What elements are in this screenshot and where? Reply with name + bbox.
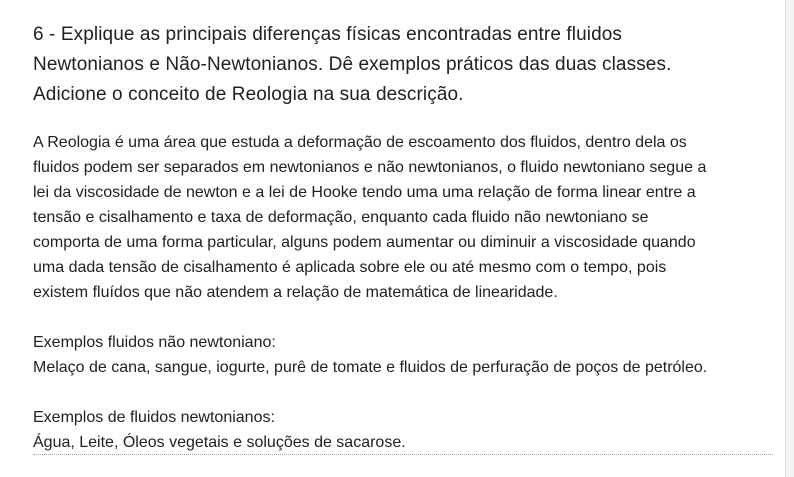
answer-line: A Reologia é uma área que estuda a deformação de escoamento dos fluidos, dentro dela os: [33, 134, 687, 151]
question-line: 6 - Explique as principais diferenças físicas encontradas entre fluidos: [33, 24, 623, 45]
answer-line: Água, Leite, Óleos vegetais e soluções de sacarose.: [33, 434, 406, 451]
answer-line: Exemplos de fluidos newtonianos:: [33, 409, 275, 426]
question-line: Adicione o conceito de Reologia na sua descrição.: [33, 84, 464, 105]
answer-line: Exemplos fluidos não newtoniano:: [33, 334, 276, 351]
answer-blank-line: [33, 305, 773, 330]
answer-line: lei da viscosidade de newton e a lei de Hooke tendo uma uma relação de forma linear entre a: [33, 184, 696, 201]
question-title: [33, 20, 753, 110]
answer-text[interactable]: [33, 130, 773, 455]
answer-line: fluidos podem ser separados em newtonianos e não newtonianos, o fluido newtoniano segue a: [33, 159, 707, 176]
question-line: Newtonianos e Não-Newtonianos. Dê exemplos práticos das duas classes.: [33, 54, 672, 75]
answer-line: tensão e cisalhamento e taxa de deformação, enquanto cada fluido não newtoniano se: [33, 209, 649, 226]
answer-line: uma dada tensão de cisalhamento é aplicada sobre ele ou até mesmo com o tempo, pois: [33, 259, 667, 276]
answer-line: Melaço de cana, sangue, iogurte, purê de tomate e fluidos de perfuração de poços de petróleo.: [33, 359, 708, 376]
answer-line: comporta de uma forma particular, alguns podem aumentar ou diminuir a viscosidade quando: [33, 234, 696, 251]
answer-field-underline: [33, 454, 773, 455]
answer-line: existem fluídos que não atendem a relação de matemática de linearidade.: [33, 284, 558, 301]
answer-blank-line: [33, 380, 773, 405]
